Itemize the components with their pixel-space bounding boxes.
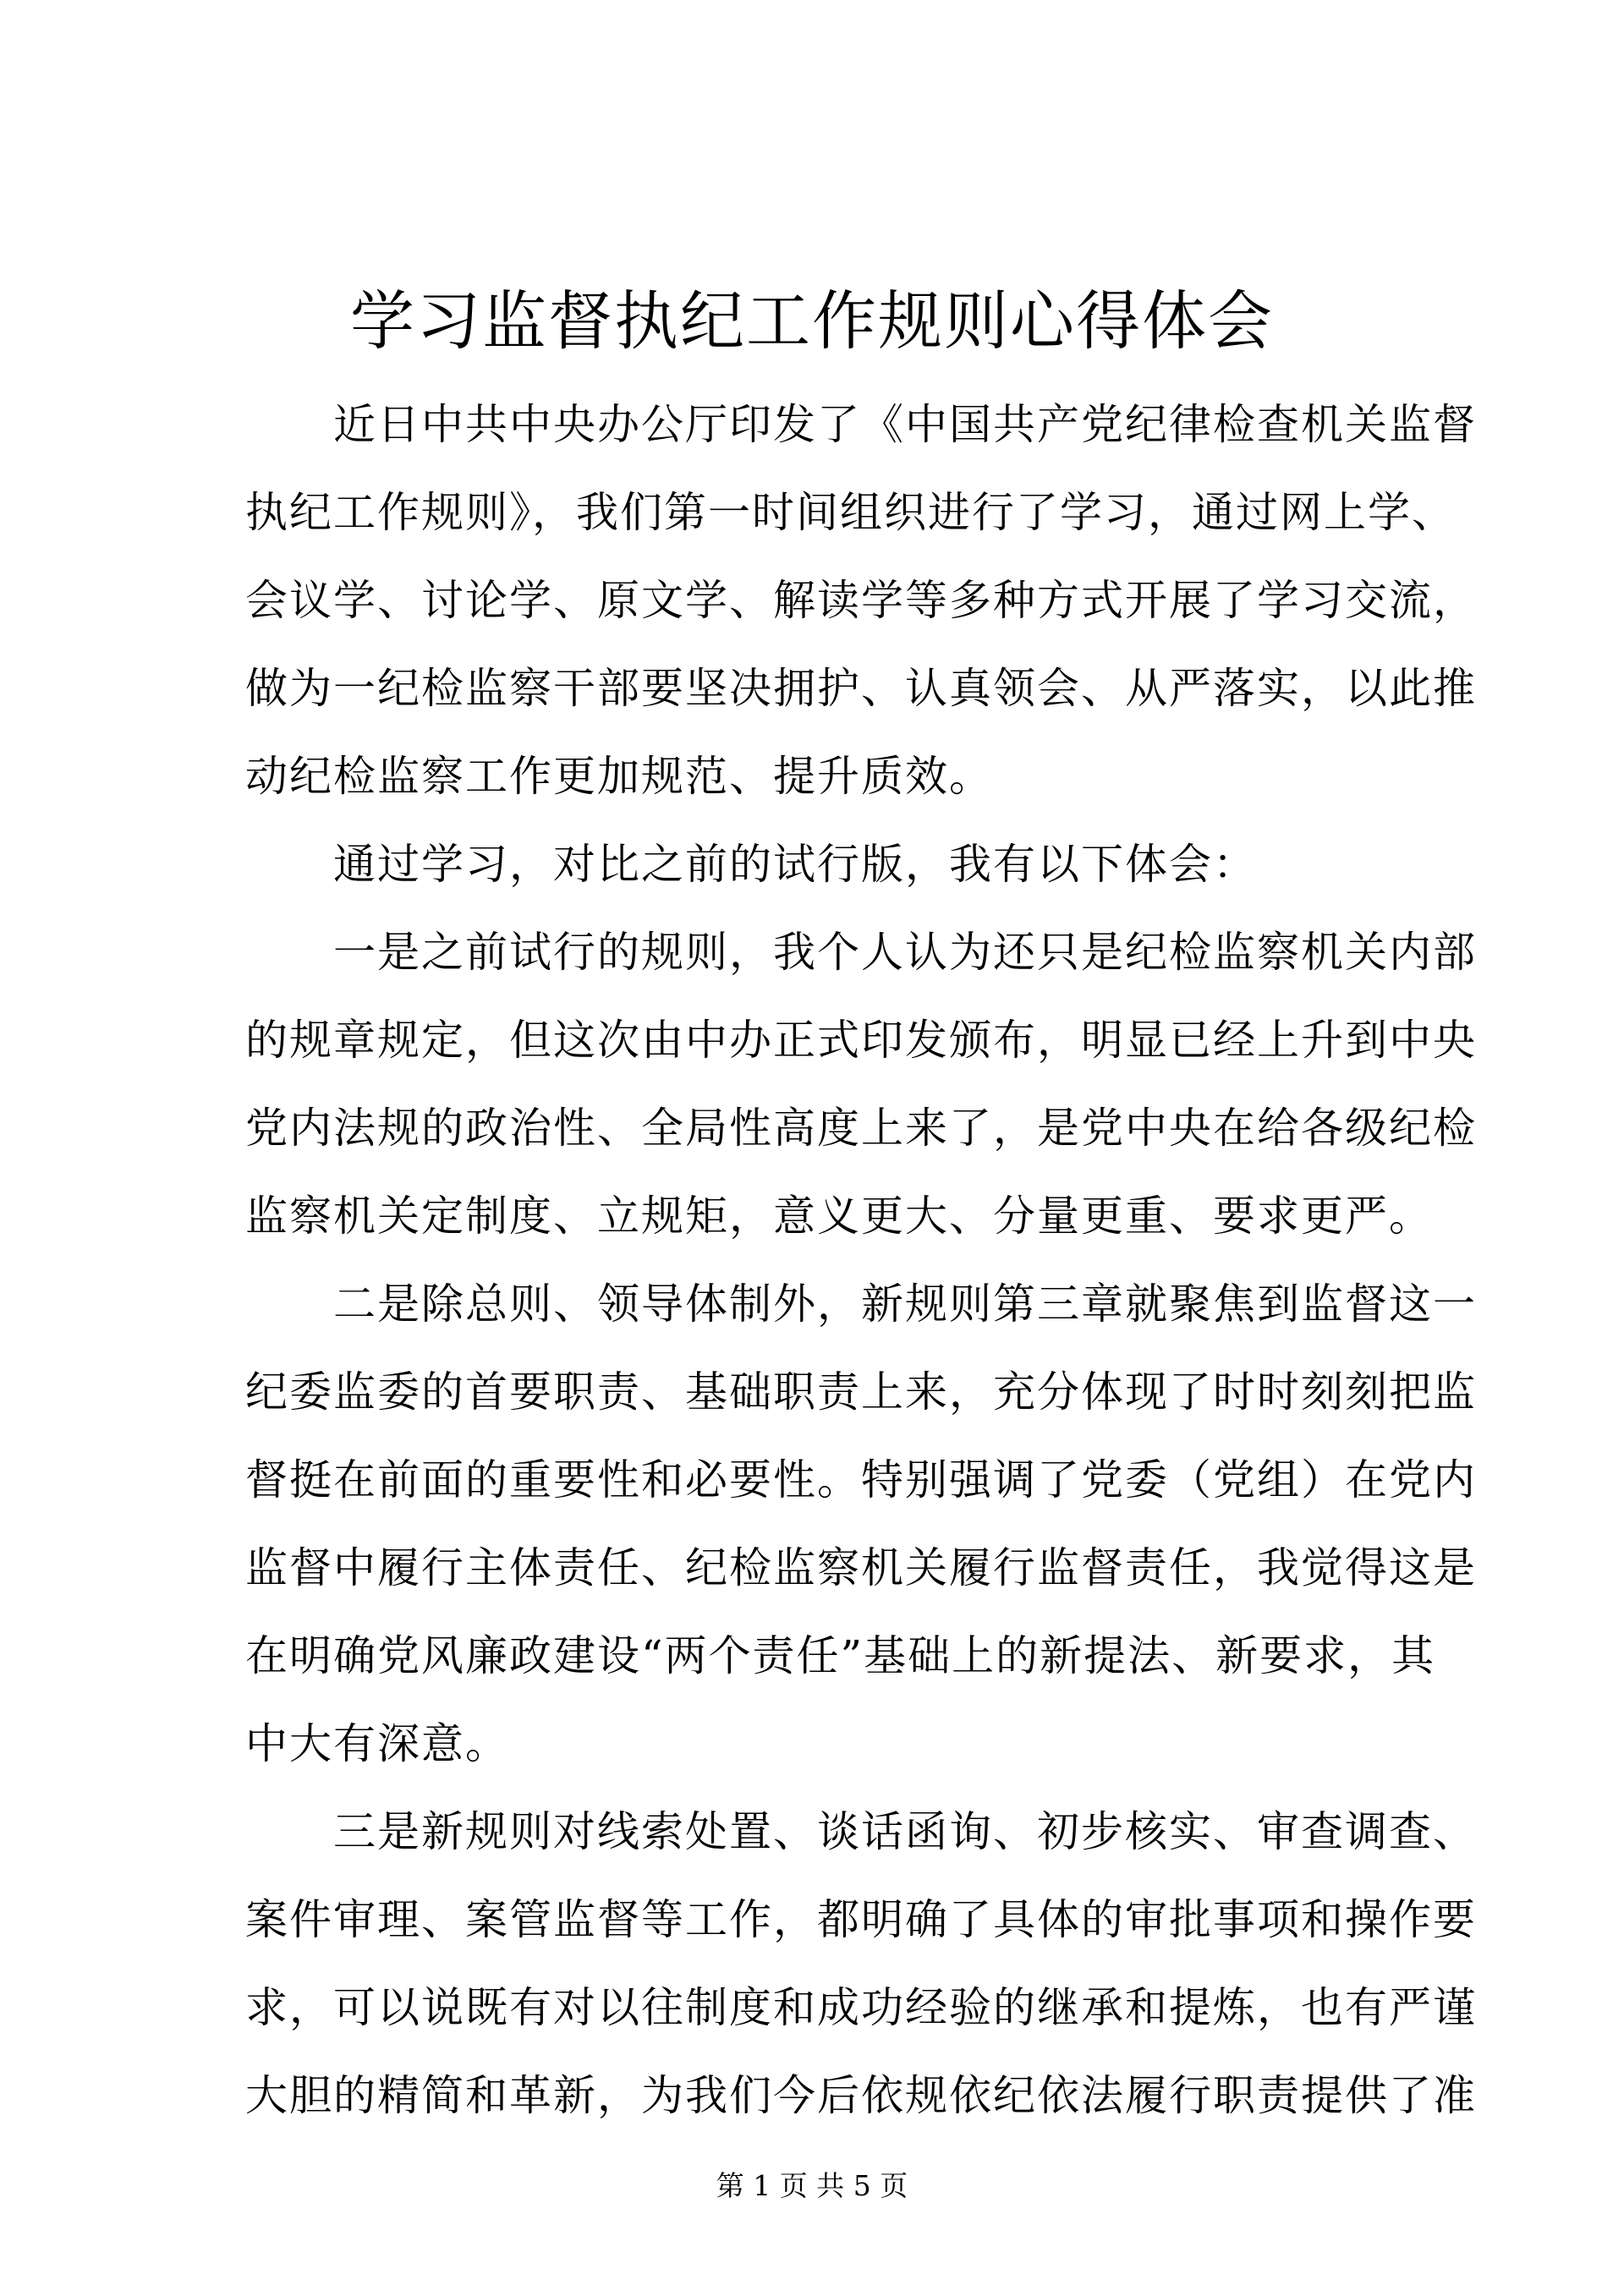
text-line: 三是新规则对线索处置、谈话函询、初步核实、审查调查、 [333,1807,1477,1856]
text-line: 通过学习，对比之前的试行版，我有以下体会： [333,840,1257,889]
text-line: 纪委监委的首要职责、基础职责上来，充分体现了时时刻刻把监 [245,1367,1477,1417]
text-line: 督挺在前面的重要性和必要性。特别强调了党委（党组）在党内 [245,1455,1477,1504]
text-line: 二是除总则、领导体制外，新规则第三章就聚焦到监督这一 [333,1280,1477,1329]
text-line: 党内法规的政治性、全局性高度上来了，是党中央在给各级纪检 [245,1104,1477,1153]
text-line: 动纪检监察工作更加规范、提升质效。 [245,752,993,801]
text-line: 会议学、讨论学、原文学、解读学等多种方式开展了学习交流， [245,576,1477,625]
text-line: 大胆的精简和革新，为我们今后依规依纪依法履行职责提供了准 [245,2071,1477,2120]
text-line: 监督中履行主体责任、纪检监察机关履行监督责任，我觉得这是 [245,1543,1477,1592]
text-line: 案件审理、案管监督等工作，都明确了具体的审批事项和操作要 [245,1895,1477,1944]
text-line: 近日中共中央办公厅印发了《中国共产党纪律检查机关监督 [333,400,1477,449]
text-line: 做为一纪检监察干部要坚决拥护、认真领会、从严落实，以此推 [245,664,1477,713]
text-line: 在明确党风廉政建设“两个责任”基础上的新提法、新要求，其 [245,1631,1436,1680]
text-line: 的规章规定，但这次由中办正式印发颁布，明显已经上升到中央 [245,1016,1477,1065]
page-footer: 第 1 页 共 5 页 [716,2169,908,2202]
document-title: 学习监督执纪工作规则心得体会 [350,283,1274,359]
text-line: 一是之前试行的规则，我个人认为还只是纪检监察机关内部 [333,928,1477,977]
text-line: 执纪工作规则》，我们第一时间组织进行了学习，通过网上学、 [245,488,1456,537]
text-line: 监察机关定制度、立规矩，意义更大、分量更重、要求更严。 [245,1192,1433,1241]
document-body [245,381,1477,2140]
text-line: 求，可以说既有对以往制度和成功经验的继承和提炼，也有严谨 [245,1983,1477,2032]
text-line: 中大有深意。 [245,1719,509,1768]
